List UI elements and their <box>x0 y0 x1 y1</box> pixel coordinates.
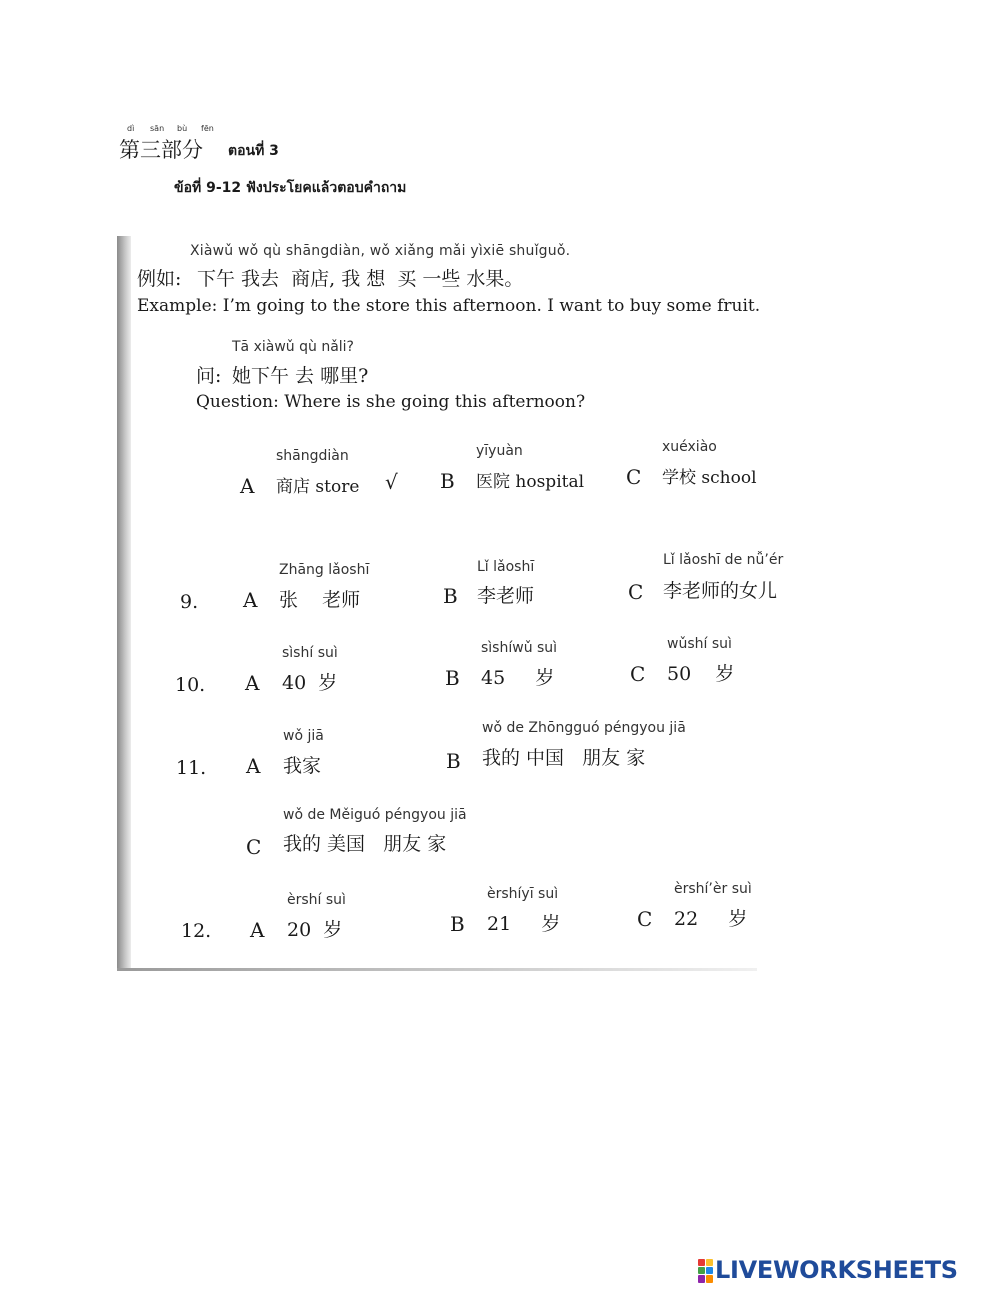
question-12-option-a-pinyin: èrshí suì <box>287 892 346 908</box>
question-11-option-a-letter: A <box>246 754 261 778</box>
question-10-option-b-pinyin: sìshíwǔ suì <box>481 640 558 656</box>
logo-square-1 <box>698 1259 705 1266</box>
question-pinyin: Tā xiàwǔ qù nǎli? <box>232 339 354 355</box>
example-option-c-letter: C <box>626 465 642 489</box>
question-label: 问: <box>196 365 222 387</box>
example-option-c-text: 学校 school <box>662 468 757 488</box>
question-9-option-a-text: 张 老师 <box>279 589 361 611</box>
question-10-option-b-text: 45 岁 <box>481 667 555 689</box>
question-11-option-c-pinyin: wǒ de Měiguó péngyou jiā <box>283 807 467 823</box>
section-part-label: ตอนที่ 3 <box>228 143 279 159</box>
question-11-option-a-pinyin: wǒ jiā <box>283 728 324 744</box>
example-option-c-pinyin: xuéxiào <box>662 439 717 455</box>
question-10-number: 10. <box>175 674 206 696</box>
example-option-a-pinyin: shāngdiàn <box>276 448 349 464</box>
logo-mark-icon <box>698 1259 712 1281</box>
example-option-a-text: 商店 store <box>276 477 360 497</box>
example-option-b-letter: B <box>440 469 455 493</box>
logo-square-4 <box>706 1267 713 1274</box>
question-9-option-a-pinyin: Zhāng lǎoshī <box>279 562 370 578</box>
question-11-number: 11. <box>176 757 207 779</box>
question-12-option-c-letter: C <box>637 907 653 931</box>
scan-shadow-edge <box>117 236 131 971</box>
question-11-option-b-text: 我的 中国 朋友 家 <box>482 747 646 769</box>
question-9-option-c-pinyin: Lǐ lǎoshī de nǚ’ér <box>663 552 784 568</box>
example-english: Example: I’m going to the store this afternoon. I want to buy some fruit. <box>137 296 761 316</box>
example-check-mark: √ <box>385 470 398 494</box>
question-9-option-b-text: 李老师 <box>477 585 535 607</box>
liveworksheets-logo <box>698 1256 958 1284</box>
question-english: Question: Where is she going this afternoon? <box>196 392 586 412</box>
question-12-option-a-text: 20 岁 <box>287 919 343 941</box>
logo-text: LIVEWORKSHEETS <box>715 1256 958 1284</box>
logo-square-2 <box>706 1259 713 1266</box>
question-9-option-b-pinyin: Lǐ lǎoshī <box>477 559 535 575</box>
question-10-option-b-letter: B <box>445 666 460 690</box>
question-12-option-c-text: 22 岁 <box>674 908 748 930</box>
question-12-option-b-text: 21 岁 <box>487 913 561 935</box>
question-12-option-b-letter: B <box>450 912 465 936</box>
header-pinyin-1: dì <box>127 124 135 133</box>
question-11-option-c-text: 我的 美国 朋友 家 <box>283 833 447 855</box>
question-10-option-c-pinyin: wǔshí suì <box>667 636 732 652</box>
question-9-number: 9. <box>180 591 199 613</box>
logo-square-3 <box>698 1267 705 1274</box>
question-11-option-b-letter: B <box>446 749 461 773</box>
question-9-option-c-text: 李老师的女儿 <box>663 580 778 602</box>
question-10-option-c-letter: C <box>630 662 646 686</box>
example-option-b-text: 医院 hospital <box>476 472 585 492</box>
question-9-option-a-letter: A <box>243 588 258 612</box>
question-10-option-a-text: 40 岁 <box>282 672 338 694</box>
question-10-option-a-letter: A <box>245 671 260 695</box>
example-option-b-pinyin: yīyuàn <box>476 443 523 459</box>
example-sentence: 下午 我去 商店, 我 想 买 一些 水果。 <box>197 268 524 290</box>
header-pinyin-3: bù <box>177 124 188 133</box>
example-pinyin: Xiàwǔ wǒ qù shāngdiàn, wǒ xiǎng mǎi yìxiē shuǐguǒ. <box>190 243 571 259</box>
question-12-option-a-letter: A <box>250 918 265 942</box>
question-10-option-a-pinyin: sìshí suì <box>282 645 338 661</box>
instruction-text: ข้อที่ 9-12 ฟังประโยคแล้วตอบคำถาม <box>174 180 407 196</box>
section-title: 第三部分 <box>119 138 203 162</box>
question-10-option-c-text: 50 岁 <box>667 663 735 685</box>
question-11-option-a-text: 我家 <box>283 755 322 777</box>
logo-square-5 <box>698 1275 705 1283</box>
header-pinyin-2: sān <box>150 124 165 133</box>
question-12-option-b-pinyin: èrshíyī suì <box>487 886 559 902</box>
question-12-number: 12. <box>181 920 212 942</box>
question-cn: 她下午 去 哪里? <box>232 365 369 387</box>
example-option-a-letter: A <box>240 474 255 498</box>
question-11-option-c-letter: C <box>246 835 262 859</box>
header-pinyin-4: fēn <box>201 124 214 133</box>
logo-square-6 <box>706 1275 713 1283</box>
question-9-option-c-letter: C <box>628 580 644 604</box>
question-11-option-b-pinyin: wǒ de Zhōngguó péngyou jiā <box>482 720 686 736</box>
example-label: 例如: <box>137 268 182 290</box>
question-9-option-b-letter: B <box>443 584 458 608</box>
scan-bottom-edge <box>117 968 757 971</box>
question-12-option-c-pinyin: èrshí’èr suì <box>674 881 752 897</box>
